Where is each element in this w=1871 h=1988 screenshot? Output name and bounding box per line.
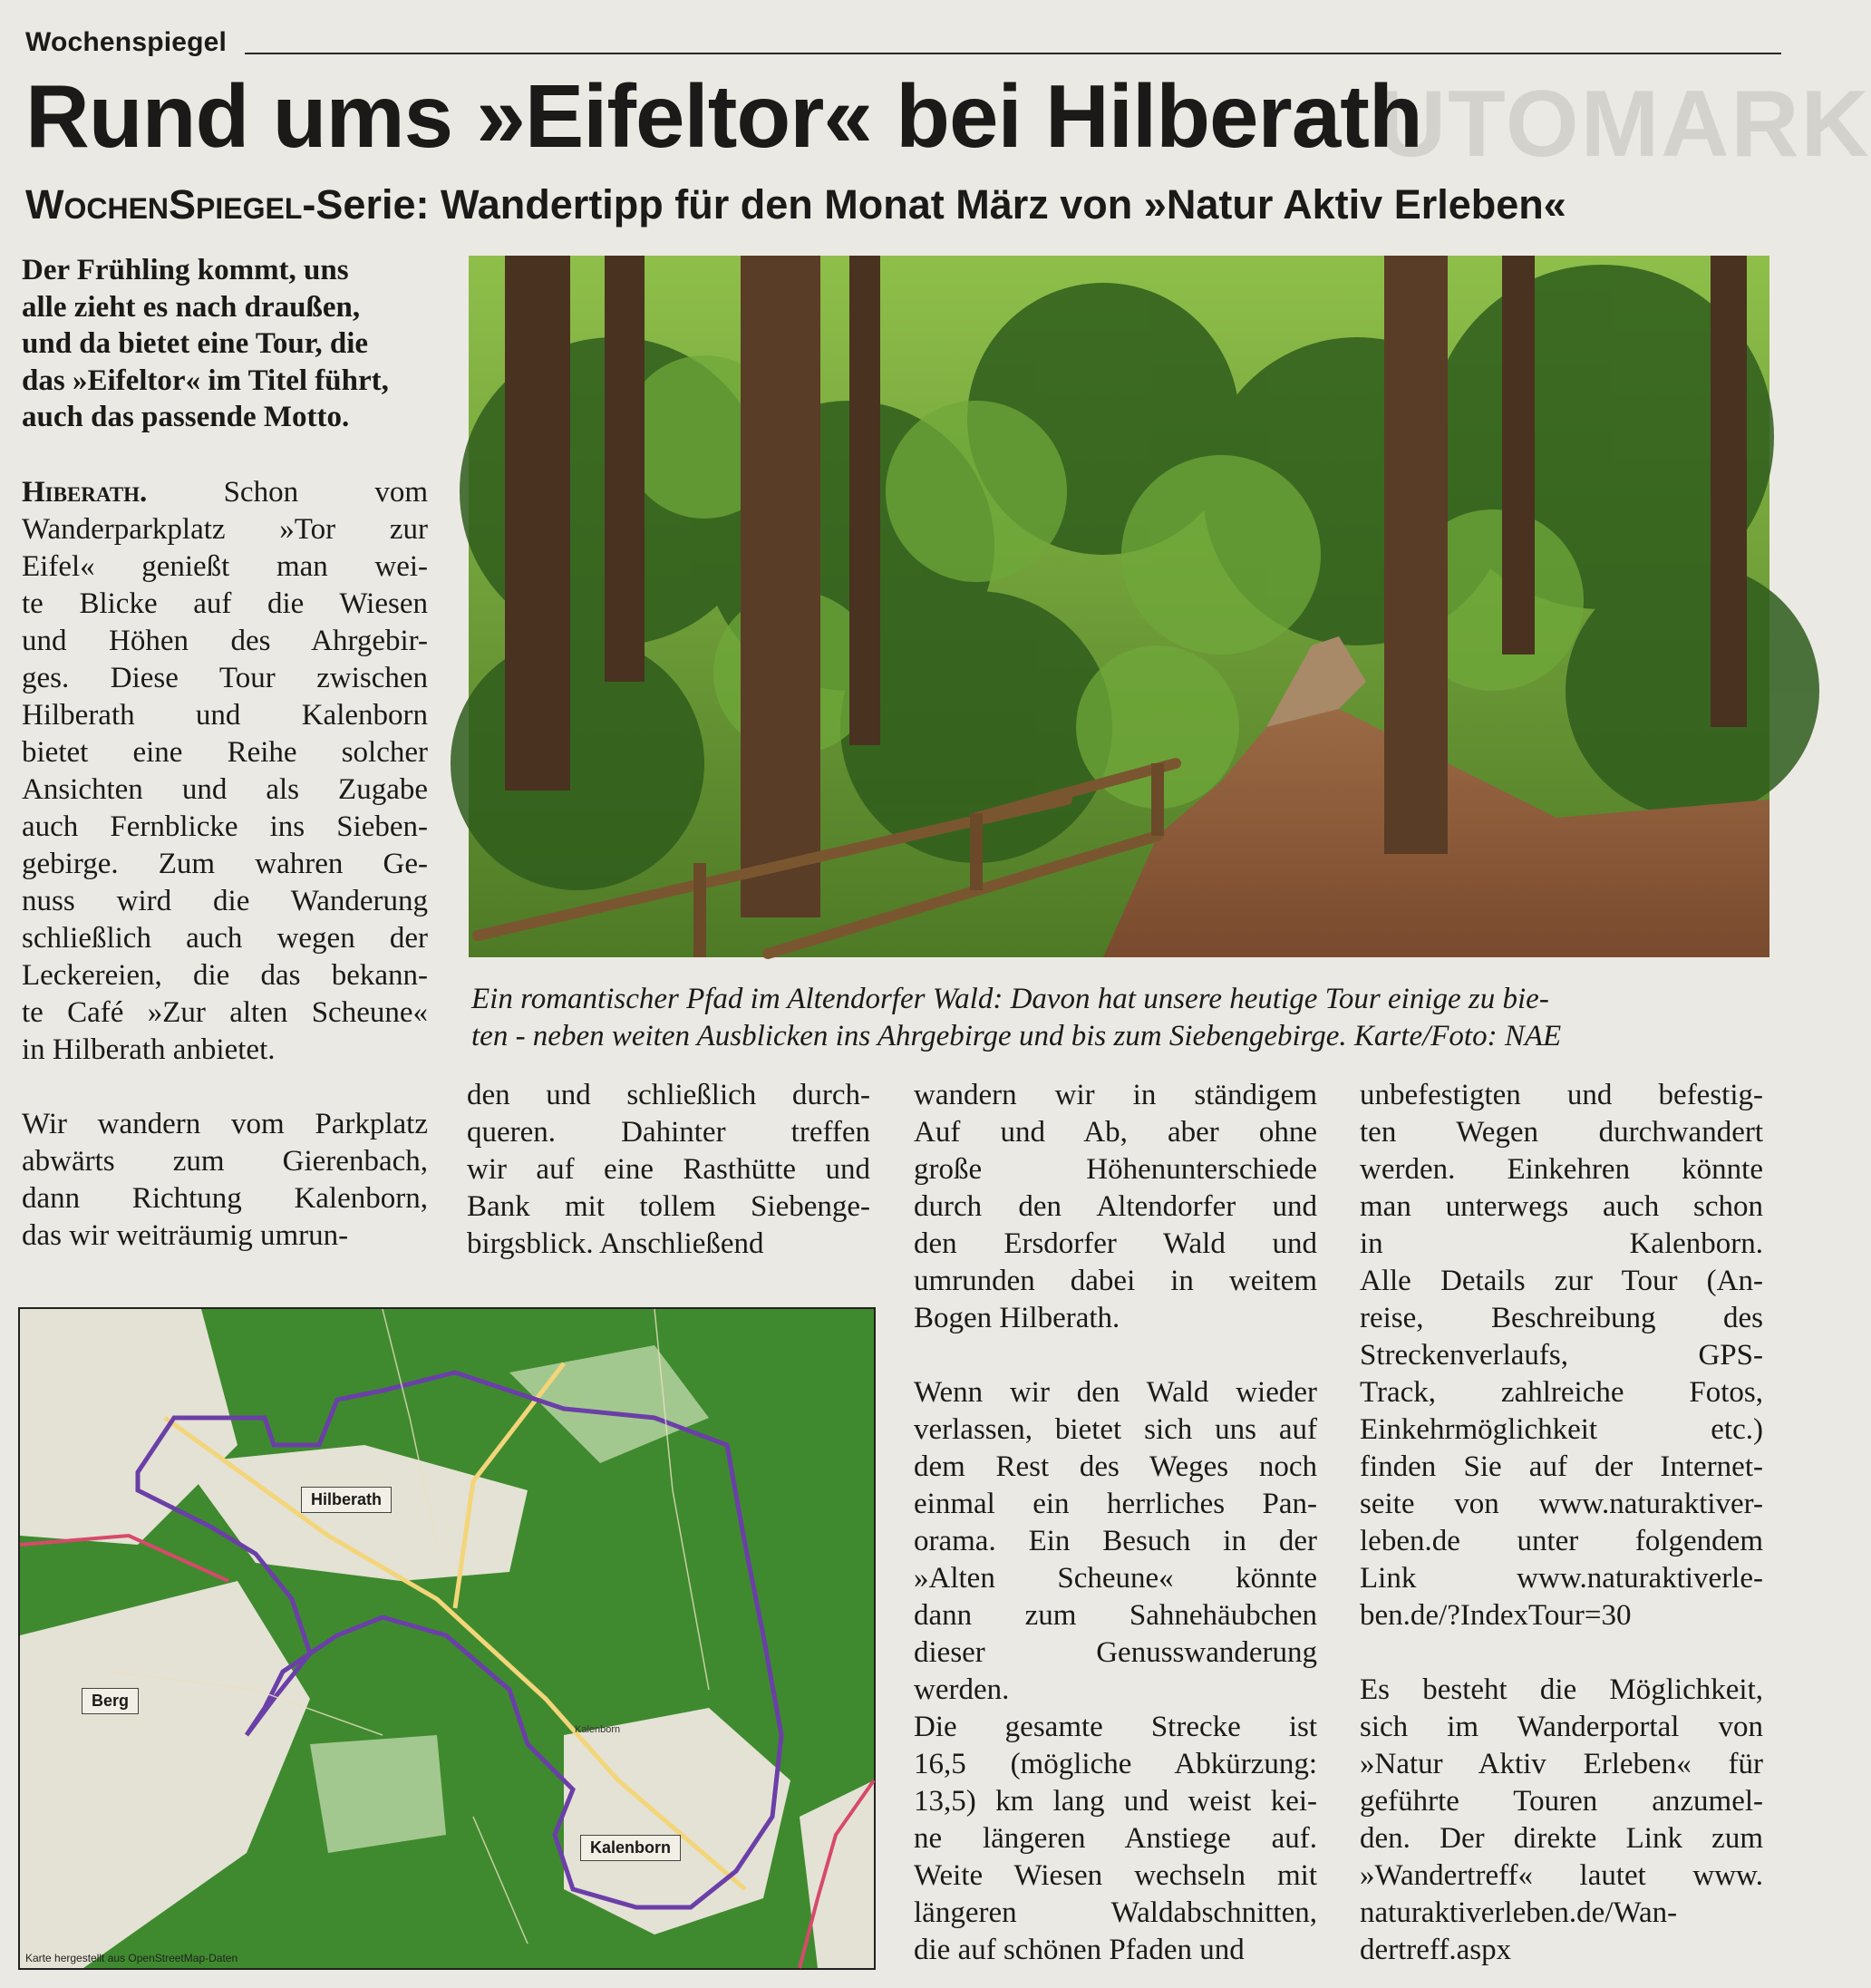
column-1-body: [22, 474, 428, 1069]
headline: Rund ums »Eifeltor« bei Hilberath: [25, 66, 1422, 166]
body-line: Link www.naturaktiverle-: [1360, 1562, 1763, 1595]
body-line: Alle Details zur Tour (An-: [1360, 1265, 1763, 1297]
photo-caption: [471, 981, 1768, 1055]
column-1-body-continued: [22, 1106, 428, 1255]
body-line: einmal ein herrliches Pan-: [914, 1488, 1317, 1520]
body-line: leben.de unter folgendem: [1360, 1525, 1763, 1557]
body-line: verlassen, bietet sich uns auf: [914, 1413, 1317, 1446]
lead-line: auch das passende Motto.: [22, 401, 350, 433]
body-line: werden. Einkehren könnte: [1360, 1153, 1763, 1186]
body-line: man unterwegs auch schon: [1360, 1190, 1763, 1223]
body-line: ne längeren Anstiege auf.: [914, 1822, 1317, 1855]
body-line: abwärts zum Gierenbach,: [22, 1145, 428, 1178]
column-3-body-continued: [914, 1374, 1317, 1969]
map-label-kalenborn: Kalenborn: [580, 1835, 681, 1861]
body-line: »Wandertreff« lautet www.: [1360, 1859, 1763, 1892]
body-line: Hilberath und Kalenborn: [22, 699, 428, 732]
body-line: den. Der direkte Link zum: [1360, 1822, 1763, 1855]
body-line: te Café »Zur alten Scheune«: [22, 996, 428, 1029]
body-line: ben.de/?IndexTour=30: [1360, 1599, 1632, 1632]
body-line: ges. Diese Tour zwischen: [22, 662, 428, 694]
body-line: »Alten Scheune« könnte: [914, 1562, 1317, 1595]
body-line: queren. Dahinter treffen: [467, 1116, 870, 1149]
map-label-hilberath: Hilberath: [301, 1487, 392, 1513]
body-line-text: Schon vom: [223, 476, 428, 509]
body-line: ten Wegen durchwandert: [1360, 1116, 1763, 1149]
lead-paragraph: [22, 252, 428, 436]
lead-line: das »Eifeltor« im Titel führt,: [22, 364, 389, 397]
route-map: [18, 1307, 876, 1970]
body-line: nuss wird die Wanderung: [22, 885, 428, 917]
body-line: dem Rest des Weges noch: [914, 1450, 1317, 1483]
bleed-through-text: UTOMARK: [1378, 72, 1871, 177]
body-line: und Höhen des Ahrgebir-: [22, 625, 428, 657]
body-line: große Höhenunterschiede: [914, 1153, 1317, 1186]
body-line: Bogen Hilberath.: [914, 1302, 1120, 1334]
body-line: te Blicke auf die Wiesen: [22, 587, 428, 620]
body-line: »Natur Aktiv Erleben« für: [1360, 1748, 1763, 1780]
column-4-body-continued: [1360, 1672, 1763, 1969]
body-line: Es besteht die Möglichkeit,: [1360, 1673, 1763, 1706]
lead-line: alle zieht es nach draußen,: [22, 290, 361, 324]
column-3: [914, 1077, 1317, 1969]
body-line: Ansichten und als Zugabe: [22, 773, 428, 806]
column-4-body: [1360, 1077, 1763, 1634]
body-line: [22, 474, 428, 511]
lead-line: und da bietet eine Tour, die: [22, 327, 369, 360]
caption-line: ten - neben weiten Ausblicken ins Ahrgebirge und bis zum Siebengebirge. Karte/Foto: NAE: [471, 1020, 1562, 1052]
masthead: Wochenspiegel: [25, 27, 228, 57]
column-1: [22, 474, 428, 1255]
column-4: [1360, 1077, 1763, 1969]
body-line: Leckereien, die das bekann-: [22, 959, 428, 992]
column-3-body: [914, 1077, 1317, 1337]
body-line: finden Sie auf der Internet-: [1360, 1450, 1763, 1483]
body-line: Auf und Ab, aber ohne: [914, 1116, 1317, 1149]
forest-path-photo: [469, 256, 1769, 957]
body-line: gebirge. Zum wahren Ge-: [22, 848, 428, 880]
body-line: wandern wir in ständigem: [914, 1079, 1317, 1111]
lead-line: Der Frühling kommt, uns: [22, 254, 349, 286]
body-line: dann Richtung Kalenborn,: [22, 1182, 428, 1215]
column-2: [467, 1077, 870, 1263]
body-line: orama. Ein Besuch in der: [914, 1525, 1317, 1557]
body-line: 16,5 (mögliche Abkürzung:: [914, 1748, 1317, 1780]
column-2-body: [467, 1077, 870, 1263]
body-line: unbefestigten und befestig-: [1360, 1079, 1763, 1111]
body-line: Einkehrmöglichkeit etc.): [1360, 1413, 1763, 1446]
body-line: umrunden dabei in weitem: [914, 1265, 1317, 1297]
map-label-kalenborn-small: Kalenborn: [575, 1724, 621, 1735]
body-line: längeren Waldabschnitten,: [914, 1896, 1317, 1929]
body-line: in Hilberath anbietet.: [22, 1033, 276, 1066]
dateline: Hiberath.: [22, 476, 148, 509]
header-rule: [245, 53, 1781, 54]
body-line: werden.: [914, 1673, 1010, 1706]
body-line: schließlich auch wegen der: [22, 922, 428, 955]
body-line: den und schließlich durch-: [467, 1079, 870, 1111]
body-line: sich im Wanderportal von: [1360, 1711, 1763, 1743]
map-label-berg: Berg: [82, 1688, 139, 1714]
body-line: Wanderparkplatz »Tor zur: [22, 513, 428, 546]
subheadline: [25, 181, 1566, 228]
body-line: dann zum Sahnehäubchen: [914, 1599, 1317, 1632]
body-line: die auf schönen Pfaden und: [914, 1934, 1245, 1966]
body-line: Track, zahlreiche Fotos,: [1360, 1376, 1763, 1409]
body-line: Eifel« genießt man wei-: [22, 550, 428, 583]
body-line: Wenn wir den Wald wieder: [914, 1376, 1317, 1409]
body-line: dieser Genusswanderung: [914, 1636, 1317, 1669]
body-line: durch den Altendorfer und: [914, 1190, 1317, 1223]
body-line: dertreff.aspx: [1360, 1934, 1512, 1966]
body-line: bietet eine Reihe solcher: [22, 736, 428, 769]
body-line: naturaktiverleben.de/Wan-: [1360, 1896, 1678, 1929]
body-line: in Kalenborn.: [1360, 1227, 1763, 1260]
body-line: wir auf eine Rasthütte und: [467, 1153, 870, 1186]
body-line: Die gesamte Strecke ist: [914, 1711, 1317, 1743]
body-line: birgsblick. Anschließend: [467, 1227, 764, 1260]
body-line: Weite Wiesen wechseln mit: [914, 1859, 1317, 1892]
caption-line: Ein romantischer Pfad im Altendorfer Wald: Davon hat unsere heutige Tour einige zu bie-: [471, 983, 1549, 1015]
body-line: Streckenverlaufs, GPS-: [1360, 1339, 1763, 1372]
body-line: das wir weiträumig umrun-: [22, 1219, 349, 1252]
body-line: reise, Beschreibung des: [1360, 1302, 1763, 1334]
body-line: geführte Touren anzumel-: [1360, 1785, 1763, 1818]
body-line: auch Fernblicke ins Sieben-: [22, 810, 428, 843]
body-line: Bank mit tollem Siebenge-: [467, 1190, 870, 1223]
series-name: WochenSpiegel: [25, 181, 303, 228]
map-credit: Karte hergestellt aus OpenStreetMap-Daten: [25, 1952, 238, 1964]
body-line: den Ersdorfer Wald und: [914, 1227, 1317, 1260]
body-line: Wir wandern vom Parkplatz: [22, 1108, 428, 1140]
subheadline-text: -Serie: Wandertipp für den Monat März von »Natur Aktiv Erleben«: [302, 181, 1566, 228]
body-line: seite von www.naturaktiver-: [1360, 1488, 1763, 1520]
body-line: 13,5) km lang und weist kei-: [914, 1785, 1317, 1818]
